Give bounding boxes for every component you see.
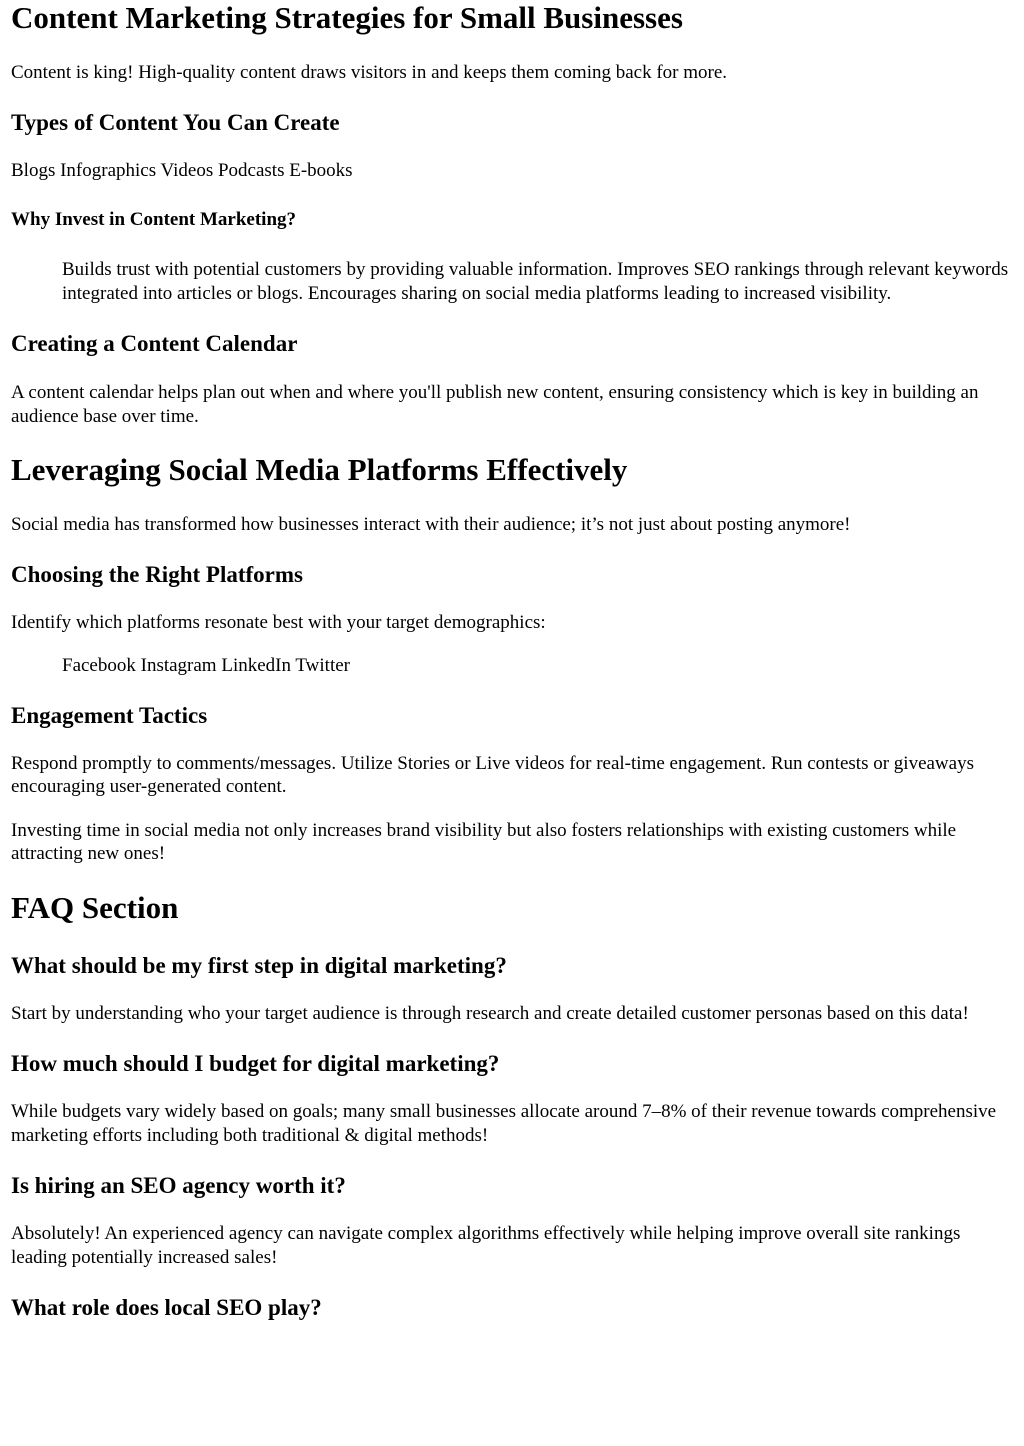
- platforms-list-quote: Facebook Instagram LinkedIn Twitter: [62, 655, 350, 676]
- content-calendar-text: A content calendar helps plan out when and where you'll publish new content, ensuring consistency which is key in building an audience base over time.: [11, 382, 979, 427]
- content-marketing-intro: Content is king! High-quality content draws visitors in and keeps them coming back for more.: [11, 62, 728, 83]
- why-invest-quote: Builds trust with potential customers by providing valuable information. Improves SEO rankings through relevant keywords integrated into articles or blogs. Encourages sharing on social media platforms leading to increased visibility.: [62, 259, 1009, 304]
- faq-answer: While budgets vary widely based on goals; many small businesses allocate around 7–8% of their revenue towards comprehensive marketing efforts including both traditional & digital methods!: [11, 1101, 997, 1146]
- faq-question: Is hiring an SEO agency worth it?: [11, 1173, 346, 1198]
- choosing-platforms-heading: Choosing the Right Platforms: [11, 561, 303, 587]
- choosing-platforms-text: Identify which platforms resonate best with your target demographics:: [11, 611, 546, 633]
- social-media-heading: Leveraging Social Media Platforms Effectively: [11, 452, 628, 487]
- faq-answer: Start by understanding who your target audience is through research and create detailed customer personas based on this data!: [11, 1002, 969, 1024]
- social-media-intro: Social media has transformed how businesses interact with their audience; it’s not just about posting anymore!: [11, 514, 851, 535]
- engagement-tactics-heading: Engagement Tactics: [11, 702, 208, 728]
- faq-heading: FAQ Section: [11, 889, 179, 925]
- faq-question: What should be my first step in digital marketing?: [11, 952, 507, 978]
- faq-question: What role does local SEO play?: [11, 1295, 322, 1320]
- social-media-closing: Investing time in social media not only increases brand visibility but also fosters relationships with existing customers while attracting new ones!: [11, 819, 957, 864]
- faq-answer: Absolutely! An experienced agency can navigate complex algorithms effectively while helping improve overall site rankings leading potentially increased sales!: [11, 1223, 961, 1268]
- content-calendar-heading: Creating a Content Calendar: [11, 331, 298, 356]
- engagement-tactics-text: Respond promptly to comments/messages. Utilize Stories or Live videos for real-time engagement. Run contests or giveaways encouraging user-generated content.: [11, 752, 974, 797]
- why-invest-heading: Why Invest in Content Marketing?: [11, 209, 297, 230]
- faq-question: How much should I budget for digital marketing?: [11, 1051, 500, 1076]
- content-types-list: Blogs Infographics Videos Podcasts E-books: [11, 159, 353, 181]
- content-types-heading: Types of Content You Can Create: [11, 109, 340, 135]
- content-marketing-heading: Content Marketing Strategies for Small Businesses: [11, 0, 683, 35]
